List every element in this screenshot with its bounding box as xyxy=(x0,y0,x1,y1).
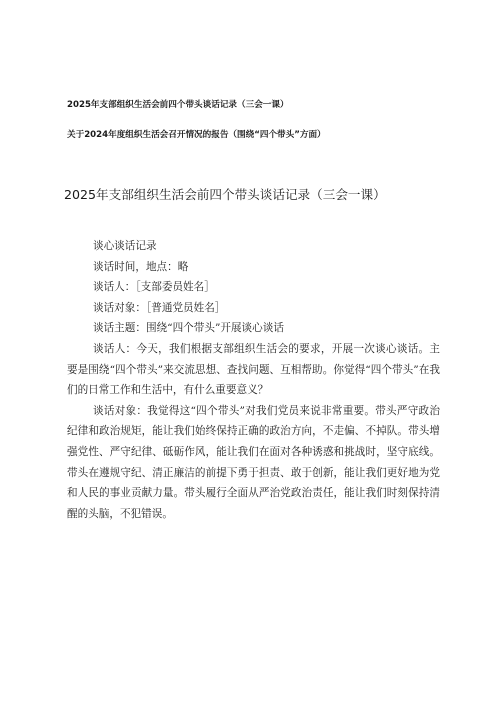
table-of-contents xyxy=(67,99,487,141)
topic-line: 谈话主题：围绕“四个带头”开展谈心谈话 xyxy=(93,322,284,335)
toc-item-1[interactable]: 2025年支部组织生活会前四个带头谈话记录（三会一课） xyxy=(67,100,289,110)
toc-item-2[interactable]: 关于2024年度组织生活会召开情况的报告（围绕“四个带头”方面） xyxy=(67,130,326,140)
speaker-line: 谈话人：［支部委员姓名］ xyxy=(93,281,215,294)
dialogue-paragraph-1: 谈话人：今天，我们根据支部组织生活会的要求，开展一次谈心谈话。主要是围绕“四个带头”来交流思想、查找问题、互相帮助。你觉得“四个带头”在我们的日常工作和生活中，有什么重要意义？ xyxy=(67,342,440,397)
document-title: 2025年支部组织生活会前四个带头谈话记录（三会一课） xyxy=(64,187,386,202)
dialogue-paragraph-2: 谈话对象：我觉得这“四个带头”对我们党员来说非常重要。带头严守政治纪律和政治规矩，能让我们始终保持正确的政治方向，不走偏、不掉队。带头增强党性、严守纪律、砥砺作风，能让我们在面对各种诱惑和挑战时，坚守底线。带头在遵规守纪、清正廉洁的前提下勇于担责、敢于创新，能让我们更好地为党和人民的事业贡献力量。带头履行全面从严治党政治责任，能让我们时刻保持清醒的头脑，不犯错误。 xyxy=(67,404,440,520)
document-body xyxy=(67,236,440,524)
record-heading: 谈心谈话记录 xyxy=(93,240,157,252)
listener-line: 谈话对象：［普通党员姓名］ xyxy=(93,301,226,314)
time-place-line: 谈话时间，地点：略 xyxy=(93,260,189,273)
